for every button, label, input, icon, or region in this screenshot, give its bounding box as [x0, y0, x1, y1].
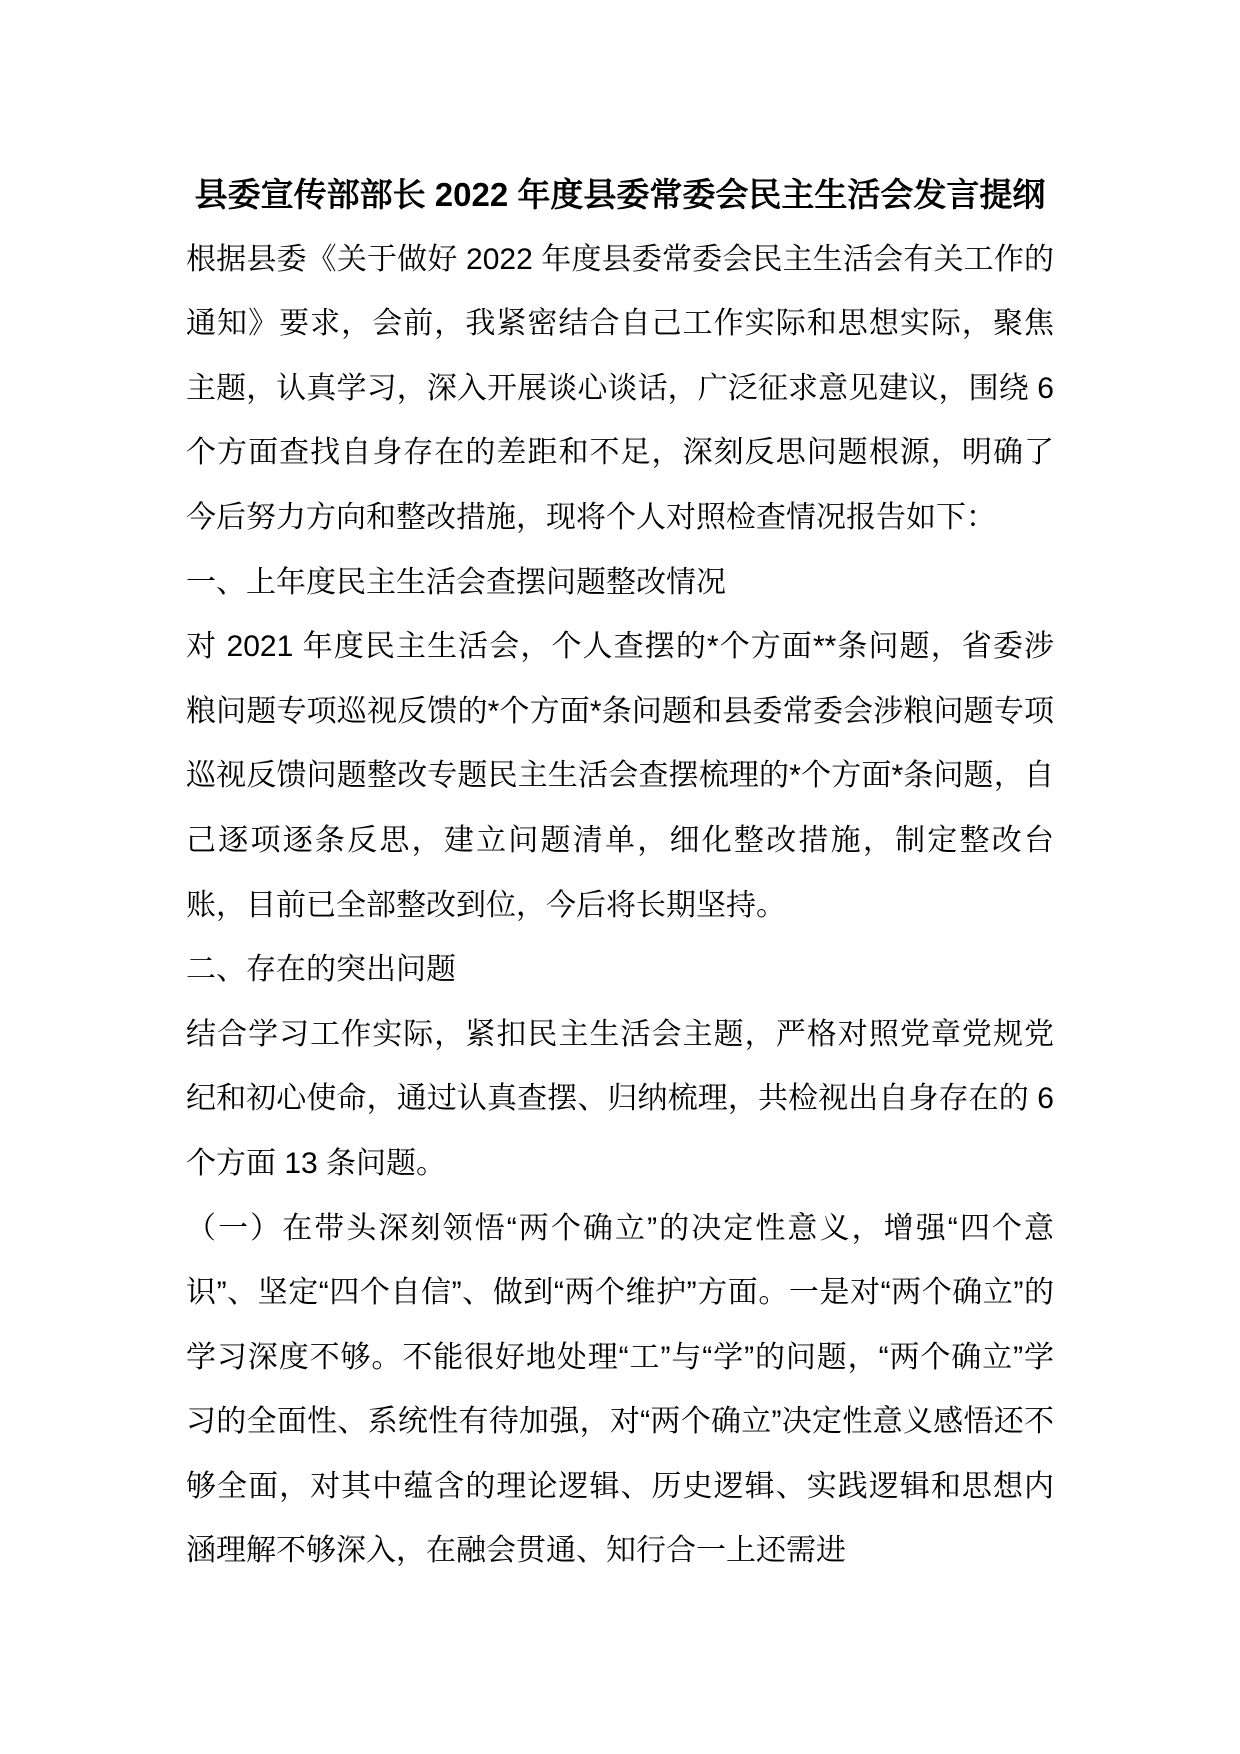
section-1-heading: 一、上年度民主生活会查摆问题整改情况	[186, 565, 726, 599]
section-1-body: 对 2021 年度民主生活会，个人查摆的*个方面**条问题，省委涉粮问题专项巡视反馈的*个方面*条问题和县委常委会涉粮问题专项巡视反馈问题整改专题民主生活会查摆梳理的*个方面*条问题，自己逐项逐条反思，建立问题清单，细化整改措施，制定整改台账，目前已全部整改到位，今后将长期坚持。	[186, 630, 1054, 922]
section-2-heading: 二、存在的突出问题	[186, 953, 456, 987]
section-2-overview: 结合学习工作实际，紧扣民主生活会主题，严格对照党章党规党纪和初心使命，通过认真查摆、归纳梳理，共检视出自身存在的 6 个方面 13 条问题。	[186, 1017, 1054, 1180]
section-2-item-1: （一）在带头深刻领悟“两个确立”的决定性意义，增强“四个意识”、坚定“四个自信”、做到“两个维护”方面。一是对“两个确立”的学习深度不够。不能很好地处理“工”与“学”的问题，“两个确立”学习的全面性、系统性有待加强，对“两个确立”决定性意义感悟还不够全面，对其中蕴含的理论逻辑、历史逻辑、实践逻辑和思想内涵理解不够深入，在融会贯通、知行合一上还需进	[186, 1211, 1054, 1568]
paragraph-opening: 根据县委《关于做好 2022 年度县委常委会民主生活会有关工作的通知》要求，会前，我紧密结合自己工作实际和思想实际，聚焦主题，认真学习，深入开展谈心谈话，广泛征求意见建议，围绕 6 个方面查找自身存在的差距和不足，深刻反思问题根源，明确了今后努力方向和整改措施，现将个人对照检查情况报告如下：	[186, 242, 1054, 534]
document-title: 县委宣传部部长 2022 年度县委常委会民主生活会发言提纲	[194, 176, 1046, 213]
